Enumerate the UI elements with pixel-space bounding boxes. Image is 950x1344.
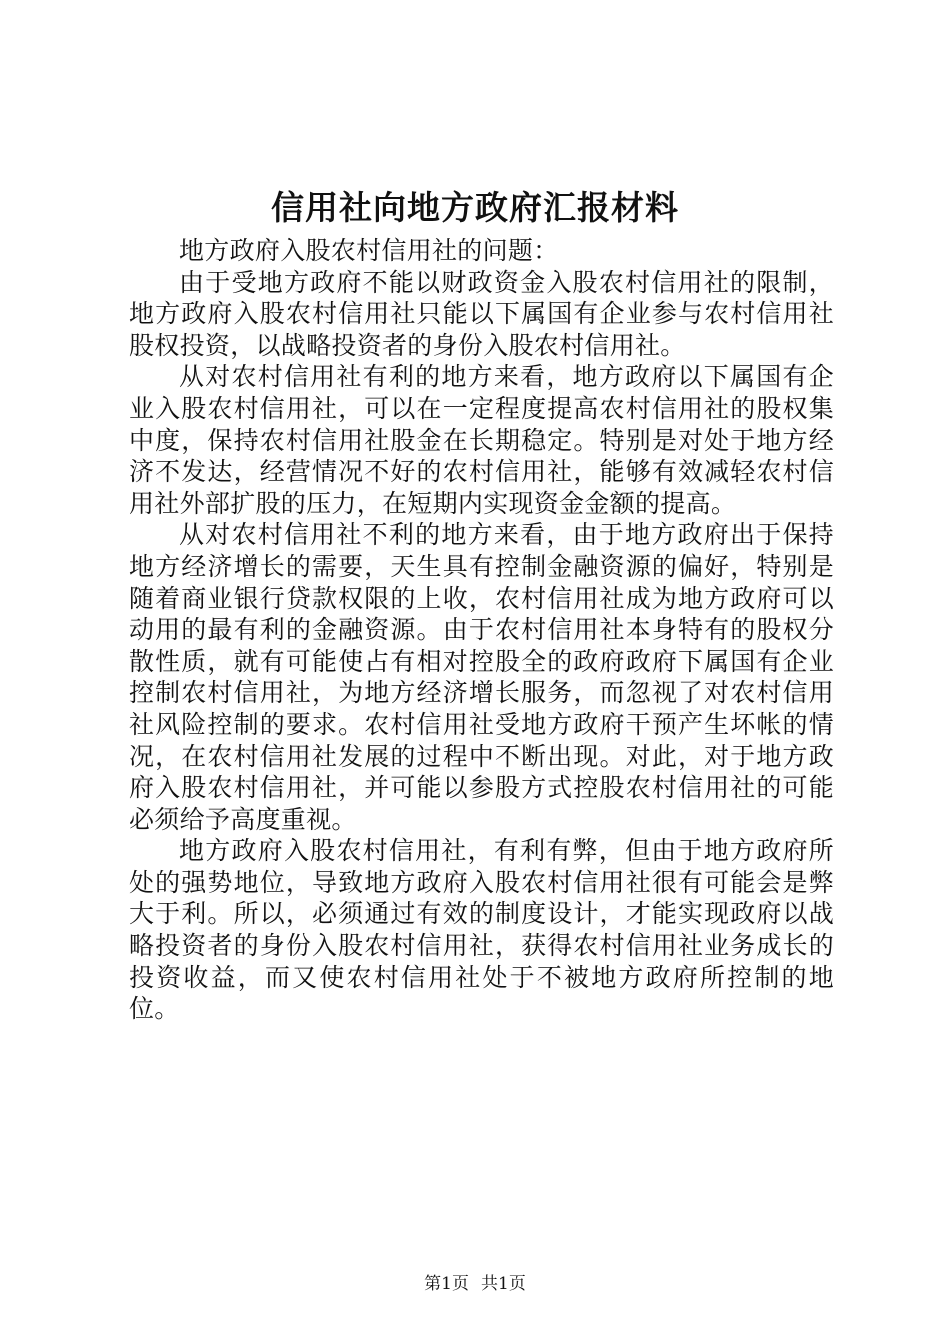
paragraph-conclusion: 地方政府入股农村信用社，有利有弊，但由于地方政府所处的强势地位，导致地方政府入股农村信用社很有可能会是弊大于利。所以，必须通过有效的制度设计，才能实现政府以战略投资者的身份入股农村信用社，获得农村信用社业务成长的投资收益，而又使农村信用社处于不被地方政府所控制的地位。 — [129, 836, 834, 1024]
page-footer — [0, 1272, 950, 1296]
page-number: 第1页 — [424, 1274, 469, 1294]
paragraph-intro: 地方政府入股农村信用社的问题： — [179, 236, 559, 265]
paragraph-disadvantages: 从对农村信用社不利的地方来看，由于地方政府出于保持地方经济增长的需要，天生具有控制金融资源的偏好，特别是随着商业银行贷款权限的上收，农村信用社成为地方政府可以动用的最有利的金融资源。由于农村信用社本身特有的股权分散性质，就有可能使占有相对控股全的政府政府下属国有企业控制农村信用社，为地方经济增长服务，而忽视了对农村信用社风险控制的要求。农村信用社受地方政府干预产生坏帐的情况，在农村信用社发展的过程中不断出现。对此，对于地方政府入股农村信用社，并可能以参股方式控股农村信用社的可能必须给予高度重视。 — [129, 520, 834, 834]
page-total: 共1页 — [481, 1274, 526, 1294]
document-body — [129, 235, 834, 1025]
paragraph-advantages: 从对农村信用社有利的地方来看，地方政府以下属国有企业入股农村信用社，可以在一定程度提高农村信用社的股权集中度，保持农村信用社股金在长期稳定。特别是对处于地方经济不发达，经营情况不好的农村信用社，能够有效减轻农村信用社外部扩股的压力，在短期内实现资金金额的提高。 — [129, 362, 834, 518]
document-title: 信用社向地方政府汇报材料 — [271, 188, 679, 227]
paragraph-restriction: 由于受地方政府不能以财政资金入股农村信用社的限制，地方政府入股农村信用社只能以下属国有企业参与农村信用社股权投资，以战略投资者的身份入股农村信用社。 — [129, 267, 834, 360]
